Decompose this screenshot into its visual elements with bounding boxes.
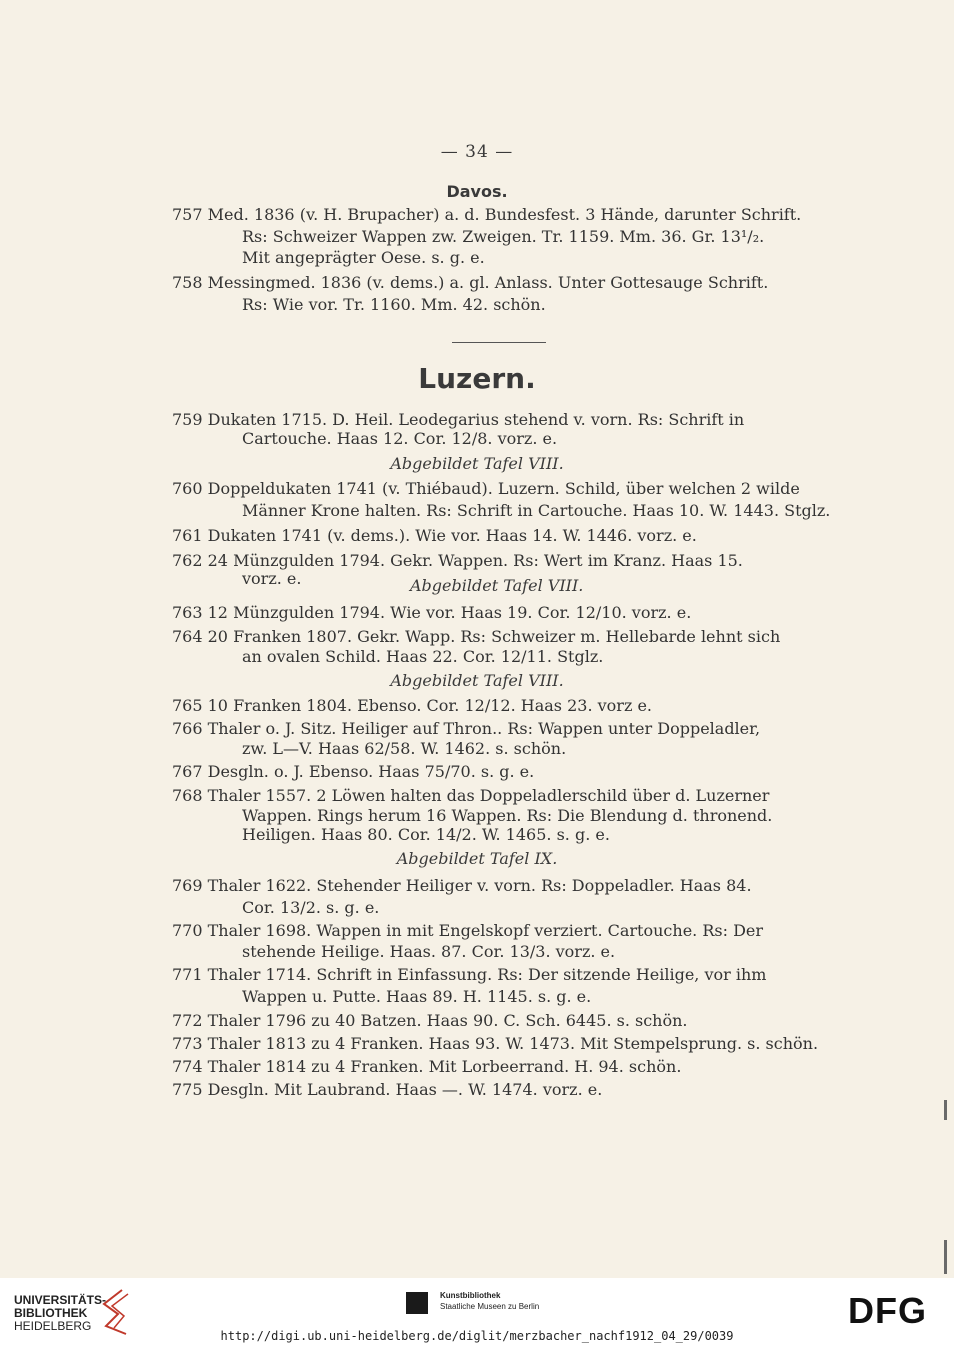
catalog-line: Wappen. Rings herum 16 Wappen. Rs: Die Blendung d. thronend. — [242, 806, 773, 825]
catalog-line: 774 Thaler 1814 zu 4 Franken. Mit Lorbeerrand. H. 94. schön. — [172, 1057, 682, 1076]
university-library-logo[interactable] — [14, 1294, 106, 1333]
catalog-line: Rs: Wie vor. Tr. 1160. Mm. 42. schön. — [242, 295, 546, 314]
catalog-line: 759 Dukaten 1715. D. Heil. Leodegarius stehend v. vorn. Rs: Schrift in — [172, 410, 745, 429]
catalog-line: Heiligen. Haas 80. Cor. 14/2. W. 1465. s. g. e. — [242, 825, 610, 844]
scan-edge-mark — [944, 1240, 947, 1274]
catalog-line: Cor. 13/2. s. g. e. — [242, 898, 380, 917]
catalog-line: 764 20 Franken 1807. Gekr. Wapp. Rs: Schweizer m. Hellebarde lehnt sich — [172, 627, 781, 646]
ub-logo-line: HEIDELBERG — [14, 1319, 92, 1333]
catalog-line: Mit angeprägter Oese. s. g. e. — [242, 248, 485, 267]
plate-reference: Abgebildet Tafel VIII. — [390, 671, 564, 690]
catalog-line: 770 Thaler 1698. Wappen in mit Engelskopf verziert. Cartouche. Rs: Der — [172, 921, 764, 940]
catalog-line: 766 Thaler o. J. Sitz. Heiliger auf Thron.. Rs: Wappen unter Doppeladler, — [172, 719, 761, 738]
plate-reference: Abgebildet Tafel VIII. — [410, 576, 584, 595]
catalog-line: 757 Med. 1836 (v. H. Brupacher) a. d. Bundesfest. 3 Hände, darunter Schrift. — [172, 205, 802, 224]
section-divider — [452, 342, 546, 343]
ub-logo-line: UNIVERSITÄTS- — [14, 1293, 107, 1307]
plate-reference: Abgebildet Tafel VIII. — [390, 454, 564, 473]
catalog-line: 775 Desgln. Mit Laubrand. Haas —. W. 1474. vorz. e. — [172, 1080, 603, 1099]
catalog-line: 771 Thaler 1714. Schrift in Einfassung. Rs: Der sitzende Heilige, vor ihm — [172, 965, 767, 984]
catalog-line: zw. L—V. Haas 62/58. W. 1462. s. schön. — [242, 739, 567, 758]
catalog-line: 761 Dukaten 1741 (v. dems.). Wie vor. Haas 14. W. 1446. vorz. e. — [172, 526, 697, 545]
plate-reference: Abgebildet Tafel IX. — [396, 849, 558, 868]
kb-logo-line: Staatliche Museen zu Berlin — [440, 1302, 540, 1311]
catalog-line: 765 10 Franken 1804. Ebenso. Cor. 12/12. Haas 23. vorz e. — [172, 696, 653, 715]
page-number: — 34 — — [440, 142, 514, 162]
section-heading-davos: Davos. — [446, 182, 508, 201]
dfg-logo[interactable]: DFG — [848, 1290, 927, 1331]
catalog-line: 772 Thaler 1796 zu 40 Batzen. Haas 90. C. Sch. 6445. s. schön. — [172, 1011, 688, 1030]
ub-logo-line: BIBLIOTHEK — [14, 1306, 88, 1320]
catalog-line: 758 Messingmed. 1836 (v. dems.) a. gl. Anlass. Unter Gottesauge Schrift. — [172, 273, 769, 292]
catalog-line: 763 12 Münzgulden 1794. Wie vor. Haas 19. Cor. 12/10. vorz. e. — [172, 603, 692, 622]
kunstbibliothek-logo[interactable] — [440, 1290, 539, 1312]
catalog-line: stehende Heilige. Haas. 87. Cor. 13/3. vorz. e. — [242, 942, 616, 961]
kb-logo-line: Kunstbibliothek — [440, 1291, 501, 1300]
catalog-line: vorz. e. — [242, 569, 302, 588]
catalog-line: 768 Thaler 1557. 2 Löwen halten das Doppeladlerschild über d. Luzerner — [172, 786, 770, 805]
source-url[interactable]: http://digi.ub.uni-heidelberg.de/diglit/merzbacher_nachf1912_04_29/0039 — [220, 1329, 734, 1343]
catalog-line: an ovalen Schild. Haas 22. Cor. 12/11. Stglz. — [242, 647, 604, 666]
catalog-line: 760 Doppeldukaten 1741 (v. Thiébaud). Luzern. Schild, über welchen 2 wilde — [172, 479, 800, 498]
catalog-line: 769 Thaler 1622. Stehender Heiliger v. vorn. Rs: Doppeladler. Haas 84. — [172, 876, 752, 895]
catalog-line: 773 Thaler 1813 zu 4 Franken. Haas 93. W. 1473. Mit Stempelsprung. s. schön. — [172, 1034, 819, 1053]
catalog-line: Rs: Schweizer Wappen zw. Zweigen. Tr. 1159. Mm. 36. Gr. 13¹/₂. — [242, 227, 765, 246]
catalog-line: Männer Krone halten. Rs: Schrift in Cartouche. Haas 10. W. 1443. Stglz. — [242, 501, 831, 520]
catalog-line: 762 24 Münzgulden 1794. Gekr. Wappen. Rs: Wert im Kranz. Haas 15. — [172, 551, 743, 570]
scan-edge-mark — [944, 1100, 947, 1120]
section-heading-luzern: Luzern. — [418, 362, 536, 395]
catalog-line: 767 Desgln. o. J. Ebenso. Haas 75/70. s. g. e. — [172, 762, 535, 781]
kunstbibliothek-logo-icon — [406, 1292, 428, 1314]
catalog-line: Wappen u. Putte. Haas 89. H. 1145. s. g. e. — [242, 987, 592, 1006]
catalog-line: Cartouche. Haas 12. Cor. 12/8. vorz. e. — [242, 429, 558, 448]
